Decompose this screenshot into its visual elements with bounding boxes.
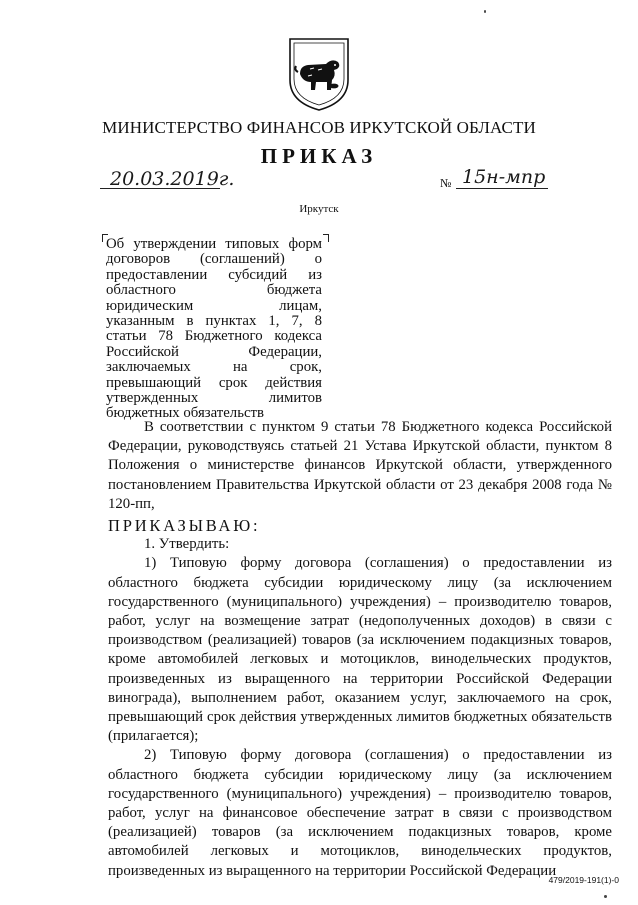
title-line: предоставлении субсидий из: [106, 266, 322, 283]
orders-heading: ПРИКАЗЫВАЮ:: [108, 516, 261, 536]
number-underline: [456, 188, 548, 189]
title-line: превышающий срок действия: [106, 374, 322, 391]
item-1-2: 2) Типовую форму договора (соглашения) о предоставлении из областного бюджета субсидии юридическому лицу (за исключением государственного (муниципального) учреждения) – производителю товаров, работ, услуг на финансовое обеспечение затрат в связи с производством (реализацией) товаров (за исключением подакцизных товаров, кроме автомобилей легковых и мотоциклов, винодельческих продуктов, произведенных из выращенного на территории Российской Федерации: [108, 747, 612, 879]
document-body: [108, 418, 612, 881]
title-line: областного бюджета: [106, 282, 322, 299]
scan-speck: [604, 895, 607, 898]
ministry-name: МИНИСТЕРСТВО ФИНАНСОВ ИРКУТСКОЙ ОБЛАСТИ: [102, 118, 536, 137]
document-type: ПРИКАЗ: [260, 144, 378, 168]
title-line: Об утверждении типовых форм: [106, 236, 322, 252]
number-sign: №: [440, 176, 452, 190]
title-line: заключаемых на срок,: [106, 359, 322, 376]
title-line: указанным в пунктах 1, 7, 8: [106, 313, 322, 330]
title-line: юридическим лицам,: [106, 297, 322, 314]
city-name: Иркутск: [299, 203, 339, 215]
title-bracket-right: [323, 234, 329, 242]
document-title: [106, 237, 322, 422]
title-line: утвержденных лимитов: [106, 390, 322, 407]
item-1-1: 1) Типовую форму договора (соглашения) о предоставлении из областного бюджета субсидии юридическому лицу (за исключением государственного (муниципального) учреждения) – производителю товаров, работ, услуг на возмещение затрат (недополученных доходов) в связи с производством (реализацией) товаров (за исключением подакцизных товаров, кроме автомобилей легковых и мотоциклов, винодельческих продуктов, произведенных из выращенного на территории Российской Федерации винограда), выполнением работ, оказанием услуг, заключаемого на срок, превышающий срок действия утвержденных лимитов бюджетных обязательств (прилагается);: [108, 555, 612, 745]
preamble-paragraph: В соответствии с пунктом 9 статьи 78 Бюджетного кодекса Российской Федерации, руководствуясь статьей 21 Устава Иркутской области, пунктом 8 Положения о министерстве финансов Иркутской области, утвержденного постановлением Правительства Иркутской области от 23 декабря 2008 года № 120-пп,: [108, 419, 612, 512]
title-line: бюджетных обязательств: [106, 405, 264, 422]
item-1: 1. Утвердить:: [144, 536, 230, 553]
document-code: 479/2019-191(1)-0: [548, 875, 619, 885]
title-line: Российской Федерации,: [106, 343, 322, 360]
title-line: договоров (соглашений) о: [106, 251, 322, 268]
coat-of-arms-emblem: [286, 36, 352, 112]
handwritten-date: 20.03.2019г.: [110, 168, 235, 190]
date-underline: [100, 188, 220, 189]
scan-speck: [484, 10, 486, 13]
title-line: статьи 78 Бюджетного кодекса: [106, 328, 322, 345]
handwritten-number: 15н-мпр: [462, 166, 546, 188]
